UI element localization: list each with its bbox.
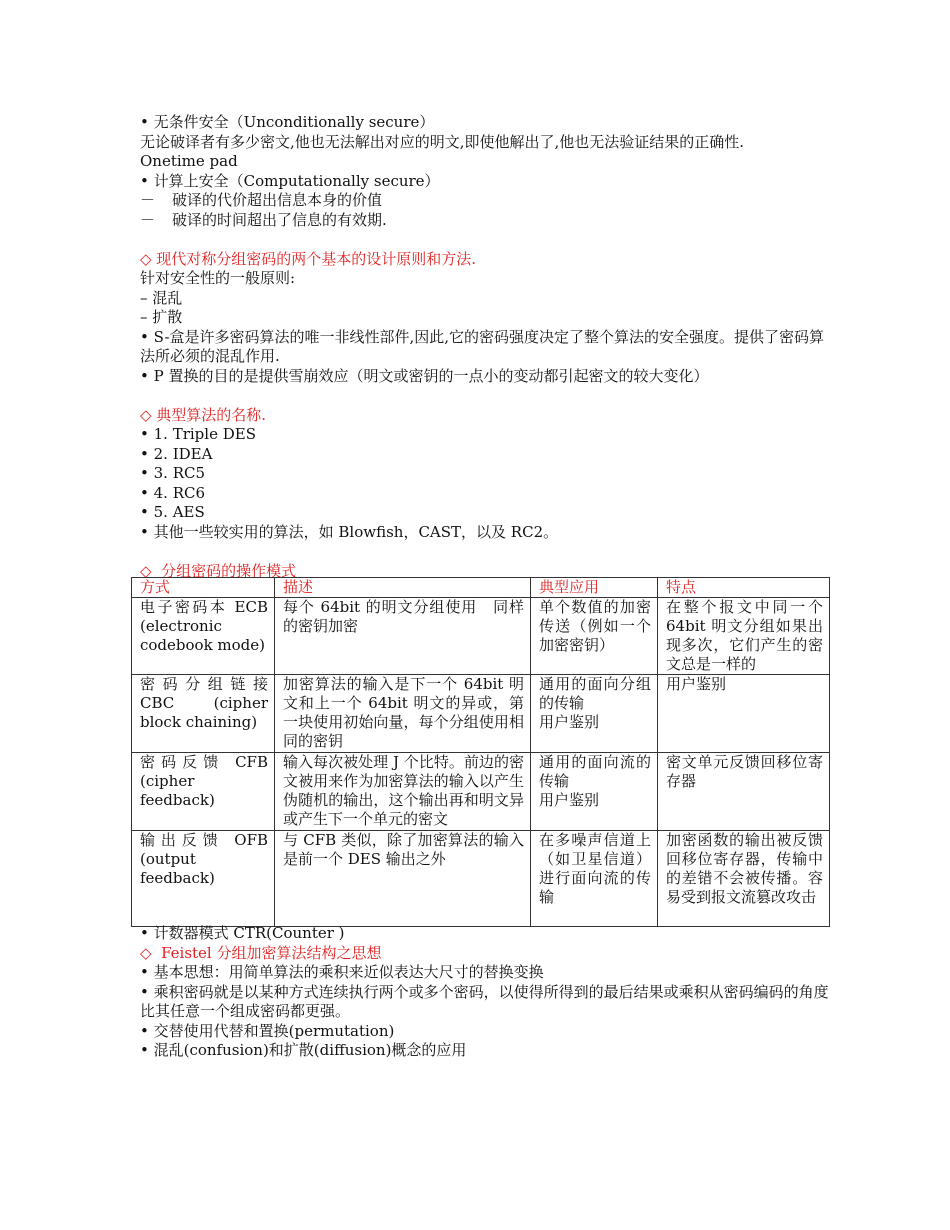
table-row	[132, 831, 830, 927]
cell-description: 加密算法的输入是下一个 64bit 明文和上一个 64bit 明文的异或，第一块使用初始向量，每个分组使用相同的密钥	[275, 675, 531, 753]
table-row	[132, 753, 830, 831]
computational-security-bullet: • 计算上安全（Computationally secure）	[140, 171, 440, 190]
ctr-mode-bullet: • 计数器模式 CTR(Counter )	[140, 924, 345, 942]
principle-confusion: – 混乱	[140, 288, 183, 307]
cell-application: 通用的面向流的传输 用户鉴别	[531, 753, 658, 831]
other-algorithms-bullet: • 其他一些较实用的算法，如 Blowfish，CAST，以及 RC2。	[140, 522, 559, 541]
feistel-heading: ◇ Feistel 分组加密算法结构之思想	[140, 943, 382, 962]
header-application: 典型应用	[531, 578, 658, 598]
feistel-item: • 基本思想：用简单算法的乘积来近似表达大尺寸的替换变换	[140, 963, 544, 981]
unconditional-security-bullet: • 无条件安全（Unconditionally secure）	[140, 113, 435, 131]
cell-features: 用户鉴别	[658, 675, 830, 753]
feistel-section	[140, 924, 830, 1061]
table-row	[132, 598, 830, 675]
cell-features: 密文单元反馈回移位寄存器	[658, 753, 830, 831]
design-principles-heading: ◇ 现代对称分组密码的两个基本的设计原则和方法.	[140, 249, 477, 268]
general-principles-intro: 针对安全性的一般原则:	[140, 269, 296, 287]
computational-item	[140, 211, 830, 231]
algorithm-item: • 5. AES	[140, 503, 205, 521]
cell-mode: 密码分组链接 CBC (cipher block chaining)	[132, 675, 275, 753]
header-mode: 方式	[132, 578, 275, 598]
cell-features: 在整个报文中同一个 64bit 明文分组如果出现多次，它们产生的密文总是一样的	[658, 598, 830, 675]
dash-marker: －	[140, 210, 156, 229]
cell-features: 加密函数的输出被反馈回移位寄存器，传输中的差错不会被传播。容易受到报文流篡改攻击	[658, 831, 830, 927]
operation-modes-table	[131, 577, 830, 927]
feistel-item: • 混乱(confusion)和扩散(diffusion)概念的应用	[140, 1041, 467, 1059]
computational-item-text: 破译的代价超出信息本身的价值	[172, 191, 383, 209]
pbox-bullet: • P 置换的目的是提供雪崩效应（明文或密钥的一点小的变动都引起密文的较大变化）	[140, 366, 709, 385]
computational-item-text: 破译的时间超出了信息的有效期.	[172, 210, 387, 229]
cell-mode: 输出反馈 OFB (output feedback)	[132, 831, 275, 927]
cell-description: 输入每次被处理 J 个比特。前边的密文被用来作为加密算法的输入以产生伪随机的输出，这个输出再和明文异或产生下一个单元的密文	[275, 753, 531, 831]
algorithm-item: • 2. IDEA	[140, 444, 213, 463]
header-description: 描述	[275, 578, 531, 598]
sbox-bullet: • S-盒是许多密码算法的唯一非线性部件,因此,它的密码强度决定了整个算法的安全强度。提供了密码算法所必须的混乱作用.	[140, 327, 825, 365]
table-header-row	[132, 578, 830, 598]
algorithm-item: • 4. RC6	[140, 483, 206, 502]
cell-application: 在多噪声信道上（如卫星信道）进行面向流的传输	[531, 831, 658, 927]
algorithm-item: • 1. Triple DES	[140, 425, 256, 443]
algorithm-item: • 3. RC5	[140, 464, 206, 482]
typical-algorithms-heading: ◇ 典型算法的名称.	[140, 405, 267, 424]
feistel-item: • 乘积密码就是以某种方式连续执行两个或多个密码，以使得所得到的最后结果或乘积从密码编码的角度比其任意一个组成密码都更强。	[140, 982, 829, 1020]
cell-description: 每个 64bit 的明文分组使用 同样的密钥加密	[275, 598, 531, 675]
cell-application: 单个数值的加密传送（例如一个加密密钥）	[531, 598, 658, 675]
cell-mode: 密码反馈 CFB (cipher feedback)	[132, 753, 275, 831]
onetime-pad-example: Onetime pad	[140, 152, 238, 170]
operation-modes-heading: ◇ 分组密码的操作模式	[140, 561, 297, 580]
header-features: 特点	[658, 578, 830, 598]
cell-description: 与 CFB 类似，除了加密算法的输入是前一个 DES 输出之外	[275, 831, 531, 927]
document-body	[140, 113, 830, 581]
unconditional-security-description: 无论破译者有多少密文,他也无法解出对应的明文,即使他解出了,他也无法验证结果的正确性.	[140, 132, 745, 151]
principle-diffusion: – 扩散	[140, 308, 183, 326]
table-row	[132, 675, 830, 753]
feistel-item: • 交替使用代替和置换(permutation)	[140, 1021, 395, 1040]
computational-item	[140, 191, 830, 211]
dash-marker: －	[140, 191, 156, 209]
cell-application: 通用的面向分组的传输 用户鉴别	[531, 675, 658, 753]
cell-mode: 电子密码本 ECB (electronic codebook mode)	[132, 598, 275, 675]
